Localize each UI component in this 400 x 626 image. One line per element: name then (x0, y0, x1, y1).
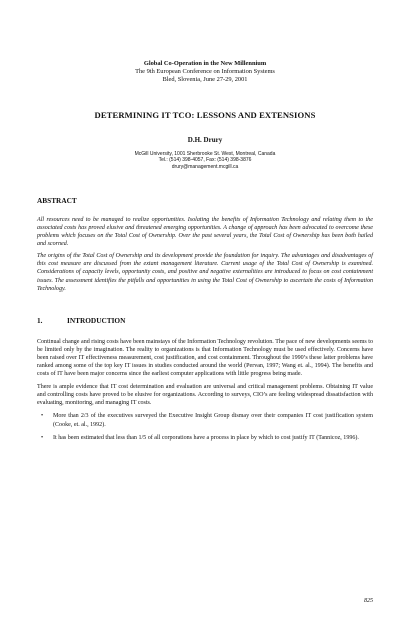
paper-title: DETERMINING IT TCO: LESSONS AND EXTENSIONS (94, 110, 316, 120)
conference-header (37, 60, 373, 84)
bullet-list (37, 412, 373, 441)
author-affiliation (37, 151, 373, 170)
bullet-marker: • (41, 413, 44, 420)
section-title: INTRODUCTION (67, 315, 126, 325)
abstract-paragraph: The origins of the Total Cost of Ownership and its development provide the foundation for inquiry. The advantages and disadvantages of this cost measure are discussed from the extant management literature. Current usage of the Total Cost of Ownership is examined. Considerations of capacity levels, opportunity costs, and positive and negative externalities are introduced to focus on cost containment issues. The assessment identifies the pitfalls and opportunities in using the Total Cost of Ownership to ascertain the costs of Information Technology. (37, 253, 373, 292)
abstract-heading: ABSTRACT (37, 195, 77, 205)
conference-name: The 9th European Conference on Information Systems (135, 68, 275, 75)
list-item-text: It has been estimated that less than 1/5 of all corporations have a process in place by which to cost justify IT (Tannicoz, 1996). (53, 434, 359, 441)
conference-title: Global Co-Operation in the New Millennium (143, 60, 267, 67)
bullet-marker: • (41, 434, 44, 441)
abstract-body (37, 216, 373, 293)
body-paragraph: There is ample evidence that IT cost determination and evaluation are universal and critical management problems. Obtaining IT value and controlling costs have proved to be elusive for organizations. According to surveys, CIO’s are feeling widespread dissatisfaction with evaluating, monitoring, and managing IT costs. (37, 384, 373, 407)
section-heading-introduction (37, 316, 373, 325)
author-name: D.H. Drury (187, 136, 223, 144)
introduction-body (37, 338, 373, 442)
section-number: 1. (37, 315, 43, 325)
paper-page (0, 60, 400, 626)
affiliation-phone: Tel.: (514) 398-4057, Fax: (514) 398-3876 (158, 157, 252, 164)
affiliation-address: McGill University, 1001 Sherbrooke St. West, Montreal, Canada (134, 151, 276, 157)
affiliation-email: drury@management.mcgill.ca (171, 163, 239, 170)
body-paragraph: Continual change and rising costs have been mainstays of the Information Technology revolution. The pace of new developments seems to be limited only by the imagination. The reality to organizations is that Information Technology must be used effectively. Concerns have been raised over IT effectiveness measurement, cost justification, and cost containment. Throughout the 1990’s these latter problems have ranked among some of the top key IT issues in studies conducted around the world (Pervan, 1997; Wang et. al., 1994). The benefits and costs of IT have been major concerns since the earliest computer applications with little progress being made. (37, 338, 373, 378)
list-item (37, 412, 373, 428)
page-number: 825 (364, 598, 373, 604)
list-item-text: More than 2/3 of the executives surveyed the Executive Insight Group dismay over their companies IT cost justification system (Cooke, et. al., 1992). (53, 413, 373, 428)
list-item (37, 434, 373, 442)
conference-location: Bled, Slovenia, June 27-29, 2001 (162, 76, 248, 83)
abstract-paragraph: All resources need to be managed to realize opportunities. Isolating the benefits of Information Technology and relating them to the associated costs has proved elusive and threatened emerging opportunities. A change of approach has been advocated to overcome these problems which focuses on the Total Cost of Ownership. Over the past several years, the Total Cost of Ownership has been both hailed and scorned. (37, 216, 373, 248)
